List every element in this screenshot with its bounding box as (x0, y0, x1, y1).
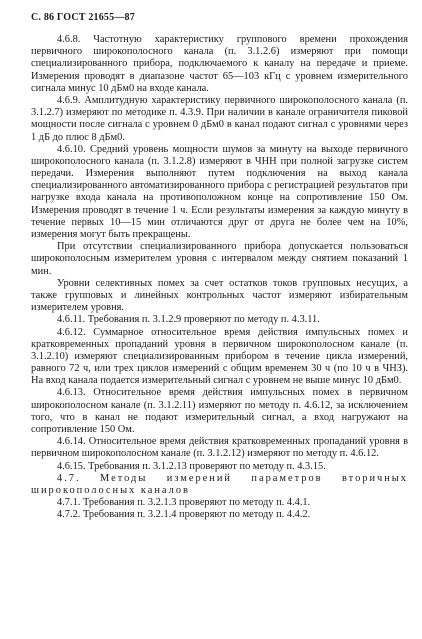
paragraph-4-6-13: 4.6.13. Относительное время действия импульсных помех в первичном широкополосном канале (п. 3.1.2.11) измеряют по методу п. 4.6.12, за исключением того, что в канал не подают измерительный сигнал, а вход нагружают на сопротивление 150 Ом. (31, 387, 408, 435)
paragraph-4-6-9: 4.6.9. Амплитудную характеристику первичного широкополосного канала (п. 3.1.2.7) измеряют по методике п. 4.3.9. При наличии в канале ограничителя пиковой мощности после сигнала с уровнем 0 дБм0 в канал подают сигнал с уровнями через 1 дБ до плюс 8 дБм0. (31, 94, 408, 143)
paragraph-4-6-12: 4.6.12. Суммарное относительное время действия импульсных помех и кратковременных пропаданий уровня в первичном широкополосном канале (п. 3.1.2.10) измеряют специализированным прибором в течение цикла измерений, равного 72 ч, или трех циклов измерений с общим временем 30 ч (по 10 ч в ЧНЗ). На вход канала подается измерительный сигнал с уровнем не выше минус 10 дБм0. (31, 326, 408, 387)
paragraph-selective-noise: Уровни селективных помех за счет остатков токов групповых несущих, а также групповых и линейных контрольных частот измеряют избирательным измерителем уровня. (31, 277, 408, 314)
paragraph-4-6-14: 4.6.14. Относительное время действия кратковременных пропаданий уровня в первичном широкополосном канале (п. 3.1.2.12) измеряют по методу п. 4.6.12. (31, 436, 408, 460)
paragraph-no-device: При отсутствии специализированного прибора допускается пользоваться широкополосным измерителем уровня с интервалом между снятием показаний 1 мин. (31, 241, 408, 277)
section-heading-text: 4.7. Методы измерений параметров вторичных широкополосных каналов (31, 472, 408, 496)
paragraph-4-6-10: 4.6.10. Средний уровень мощности шумов за минуту на выходе первичного широкополосного канала (п. 3.1.2.8) измеряют в ЧНН при полной загрузке систем передачи. Измерения выполняют путем подключения на выход канала специализированного автоматизированного прибора с регистрацией результатов при нагрузке входа канала на противоположном конце на сопротивление 150 Ом. Измерения проводят в течение 1 ч. Если результаты измерения за каждую минуту в течение первых 10—15 мин отличаются друг от друга не более чем на 10%, измерения могут быть прекращены. (31, 143, 408, 240)
paragraph-4-6-8: 4.6.8. Частотную характеристику группового времени прохождения первичного широкополосного канала (п. 3.1.2.6) измеряют при помощи специализированного прибора, подключаемого к каналу на передаче и приеме. Измерения проводят в диапазоне частот 65—103 кГц с уровнем измерительного сигнала минус 10 дБм0 на входе канала. (31, 34, 408, 94)
paragraph-4-6-15: 4.6.15. Требования п. 3.1.2.13 проверяют по методу п. 4.3.15. (57, 460, 326, 472)
paragraph-4-7-2: 4.7.2. Требования п. 3.2.1.4 проверяют по методу п. 4.4.2. (57, 509, 311, 521)
page-header: С. 86 ГОСТ 21655—87 (31, 12, 135, 23)
section-heading-4-7 (31, 473, 408, 497)
paragraph-4-7-1: 4.7.1. Требования п. 3.2.1.3 проверяют по методу п. 4.4.1. (57, 497, 311, 509)
paragraph-4-6-11: 4.6.11. Требования п. 3.1.2.9 проверяют по методу п. 4.3.11. (57, 314, 320, 326)
